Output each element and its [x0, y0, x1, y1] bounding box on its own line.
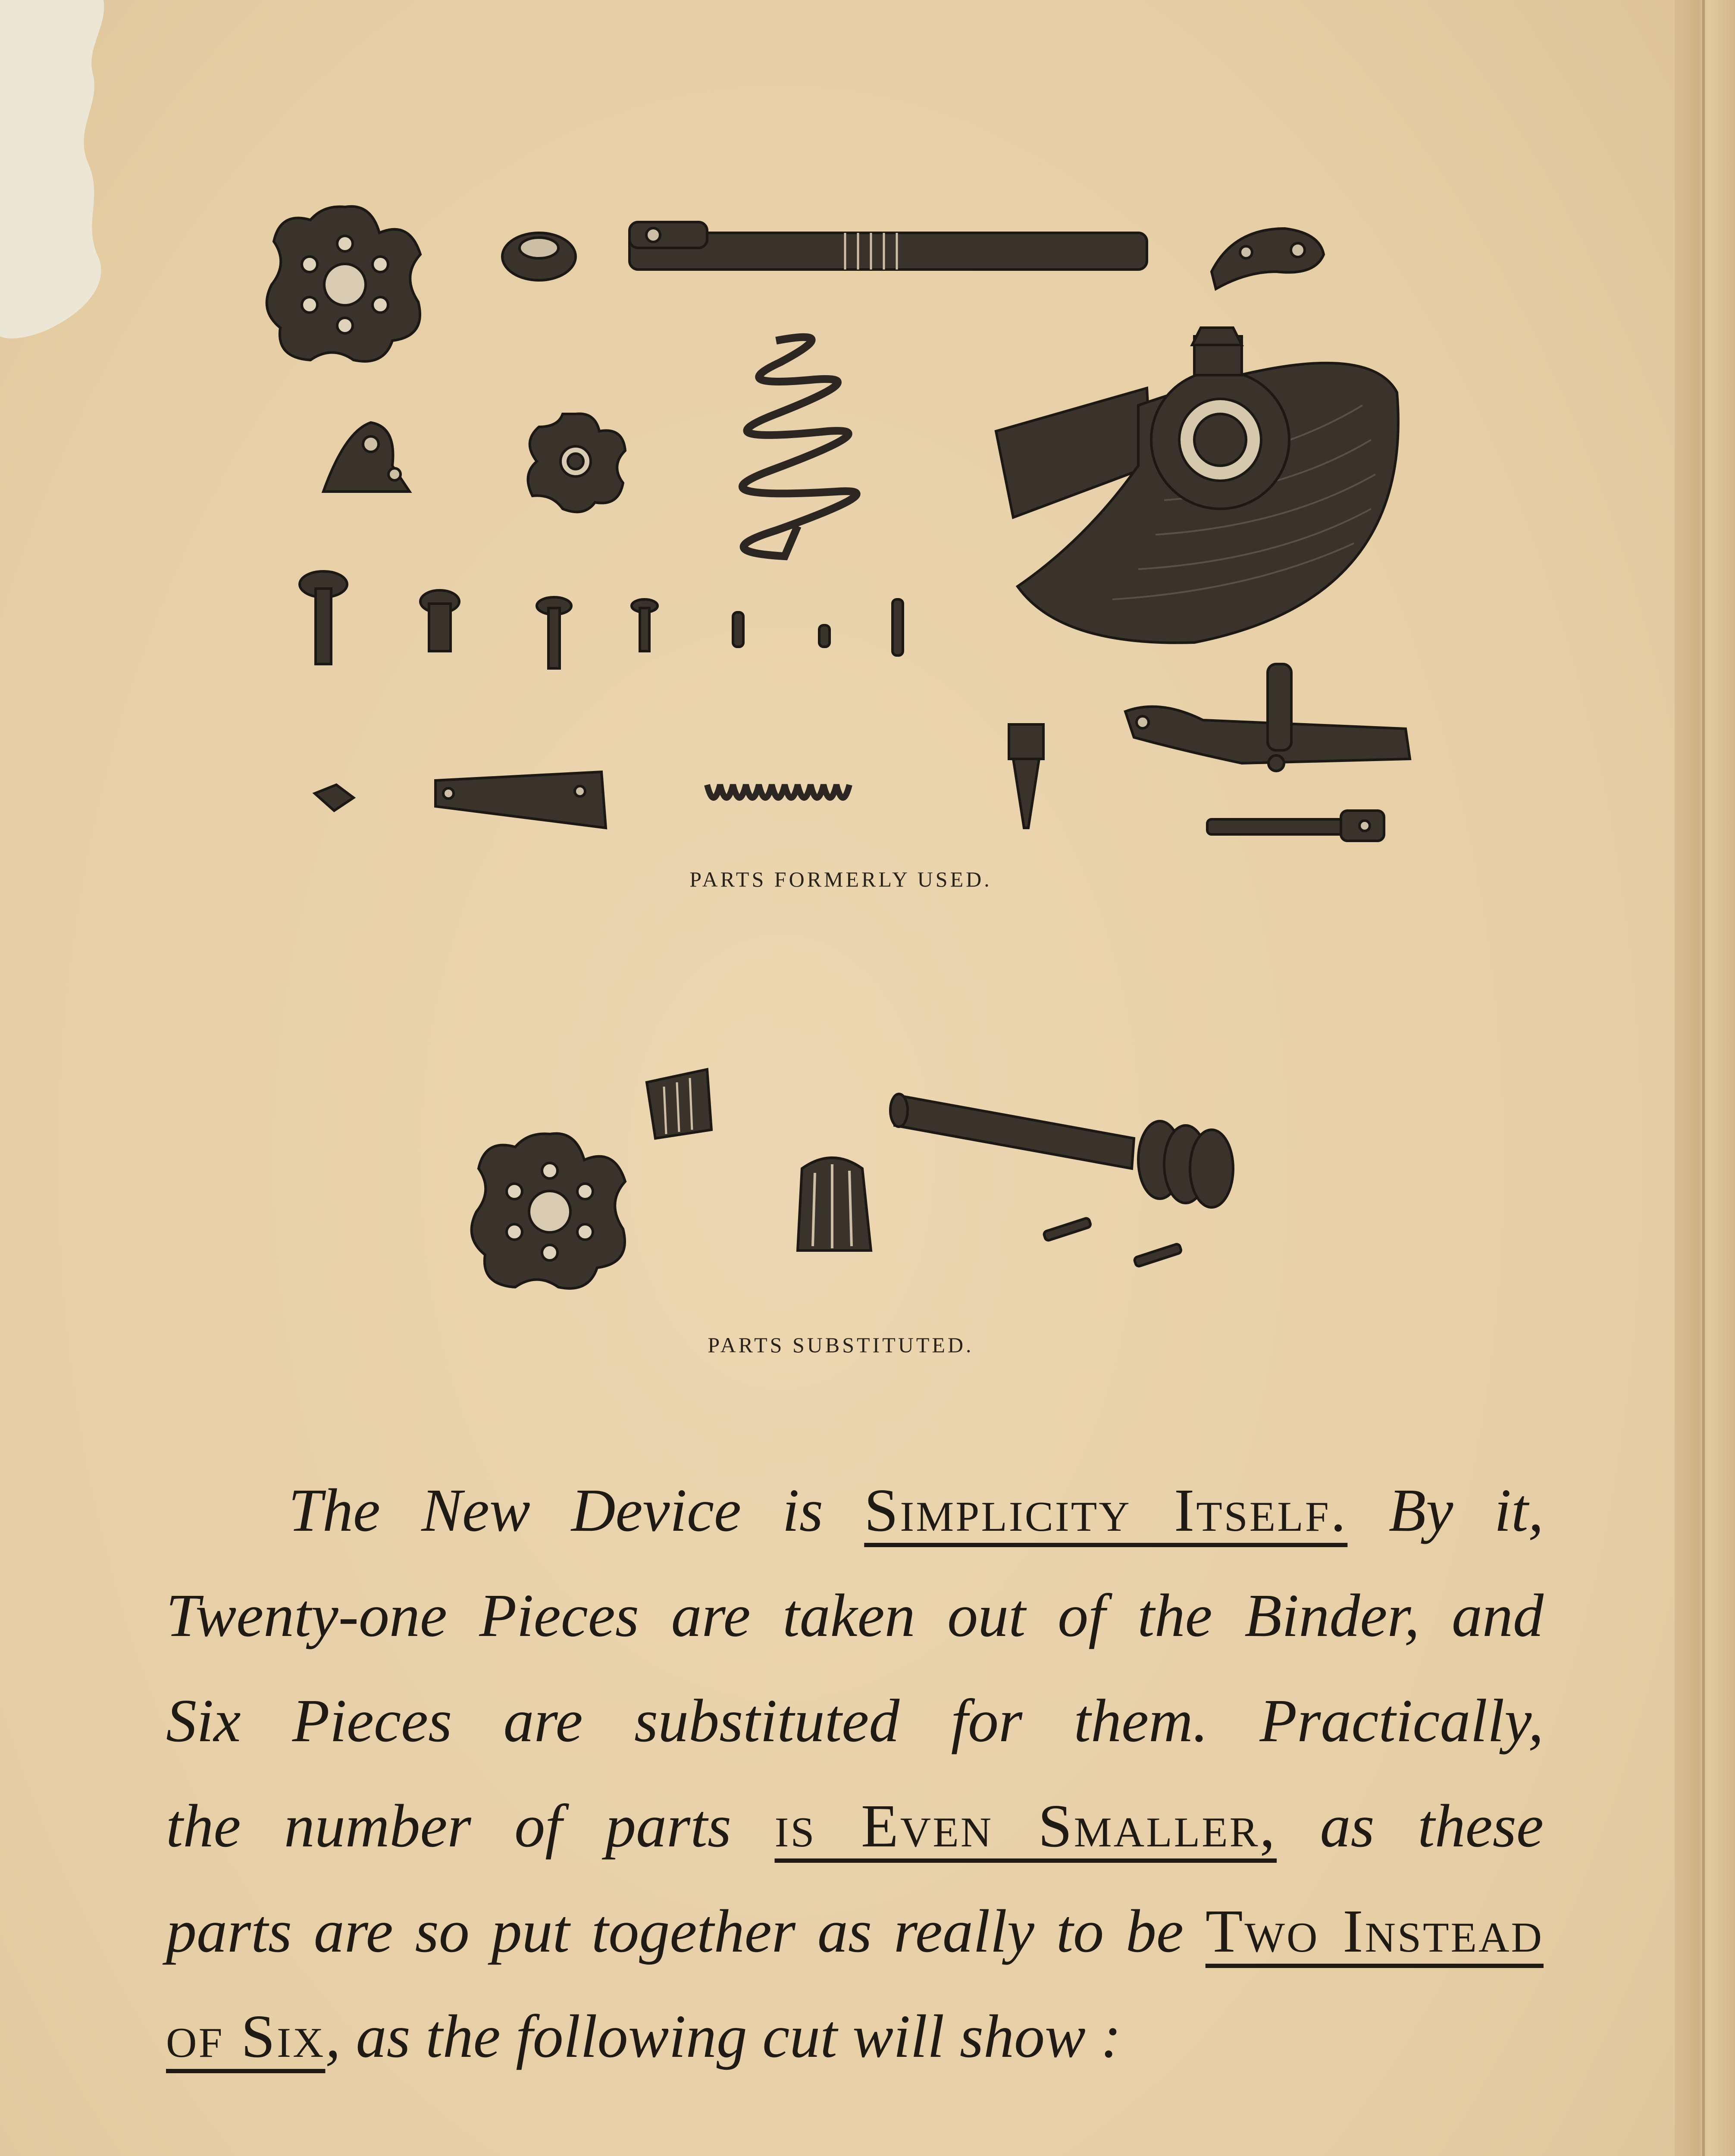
torn-corner: [0, 0, 108, 341]
paragraph-line-1: The New Device is Simplicity Itself. By it,: [288, 1476, 1544, 1544]
caption-parts-formerly-used: PARTS FORMERLY USED.: [689, 867, 992, 891]
tapered-plate-icon: [435, 772, 606, 828]
worm-shaft-icon: [890, 1094, 1233, 1207]
rivet-icon: [537, 597, 571, 668]
binding-line: [1702, 0, 1705, 2156]
paragraph-line-6: of Six, as the following cut will show :: [166, 2002, 1121, 2070]
parts-formerly-used-illustration: [241, 164, 1470, 854]
threaded-shaft-icon: [629, 222, 1147, 270]
coil-spring-icon: [742, 337, 857, 556]
paragraph-line-5: parts are so put together as really to be Two Instead: [166, 1897, 1544, 1965]
hook-lever-icon: [1212, 229, 1324, 289]
pin-icon: [819, 625, 830, 647]
page-edge: [1675, 0, 1735, 2156]
paragraph-line-3: Six Pieces are substituted for them. Practically,: [166, 1686, 1544, 1755]
pin-icon: [1043, 1217, 1091, 1241]
compression-spring-icon: [707, 785, 849, 798]
rivet-icon: [632, 599, 658, 651]
pinion-gear-icon: [798, 1158, 871, 1250]
rivet-icon: [420, 590, 459, 651]
small-star-wheel-icon: [528, 414, 625, 512]
pinion-gear-icon: [647, 1069, 711, 1138]
emphasis-two-instead: Two Instead: [1205, 1897, 1544, 1965]
rivet-icon: [300, 571, 347, 664]
paragraph-line-2: Twenty-one Pieces are taken out of the Binder, and: [166, 1581, 1544, 1649]
small-rod-icon: [1207, 811, 1384, 841]
segment-cam-icon: [996, 328, 1398, 643]
emphasis-of-six: of Six: [166, 2002, 326, 2070]
lever-arm-icon: [1125, 664, 1410, 771]
pin-icon: [1134, 1243, 1182, 1267]
bracket-icon: [323, 423, 410, 492]
collar-icon: [502, 233, 576, 280]
parts-substituted-illustration: [453, 1026, 1272, 1302]
emphasis-even-smaller: is Even Smaller,: [774, 1792, 1277, 1860]
pin-icon: [733, 612, 743, 647]
star-wheel-icon: [267, 207, 420, 361]
paragraph-line-4: the number of parts is Even Smaller, as these: [166, 1792, 1544, 1860]
emphasis-simplicity-itself: Simplicity Itself.: [864, 1476, 1348, 1544]
pin-icon: [893, 599, 903, 655]
caption-parts-substituted: PARTS SUBSTITUTED.: [708, 1333, 974, 1357]
screw-icon: [1009, 724, 1043, 828]
description-paragraph: [166, 1457, 1544, 2089]
nut-icon: [315, 785, 354, 811]
star-wheel-icon: [472, 1134, 625, 1288]
